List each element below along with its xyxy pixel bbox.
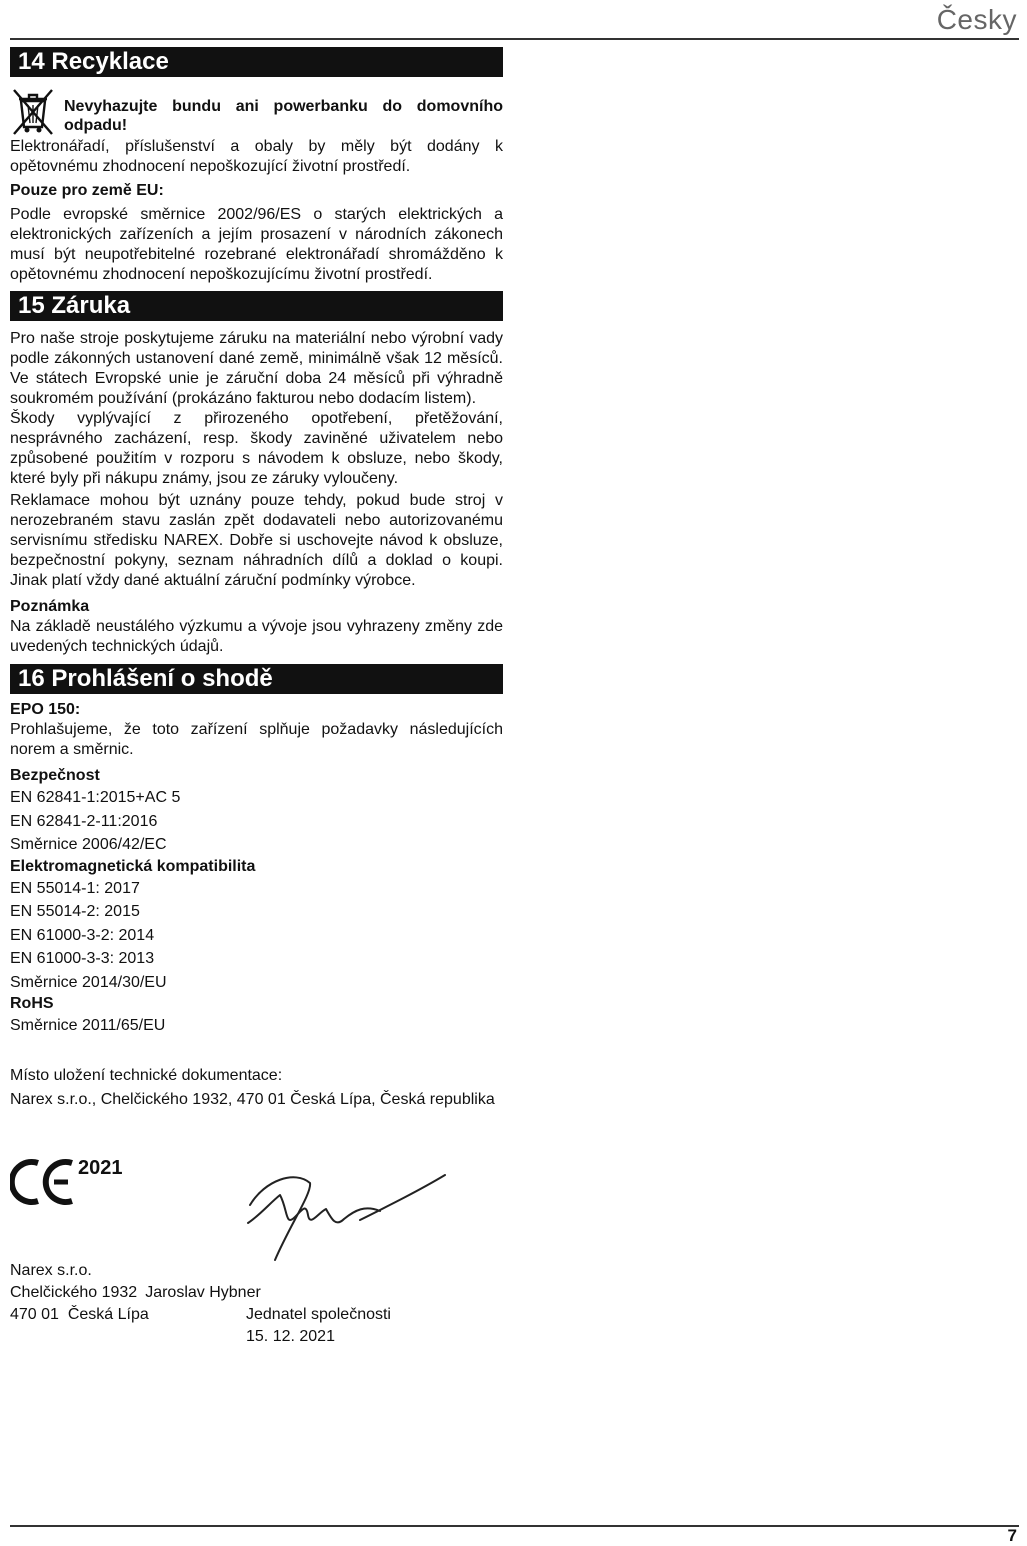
main-column [10,47,503,1110]
bottom-divider [10,1525,1019,1527]
ce-year: 2021 [78,1157,123,1179]
section-title-declaration: 16 Prohlášení o shodě [10,664,503,694]
recycling-warning [10,87,503,137]
doc-location: Narex s.r.o., Chelčického 1932, 470 01 Česká Lípa, Česká republika [10,1090,495,1108]
emc-standard: EN 55014-2: 2015 [10,903,140,920]
emc-standard: EN 61000-3-3: 2013 [10,950,155,967]
ce-mark [10,1155,123,1209]
note-heading: Poznámka [10,598,90,615]
model-heading: EPO 150: [10,701,81,718]
warranty-paragraph-3: Reklamace mohou být uznány pouze tehdy, pokud bude stroj v nerozebraném stavu zaslán zpět dodavateli nebo autorizovanému servisnímu středisku NAREX. Dobře si uschovejte návod k obsluze, bezpečnostní pokyny, seznam náhradních dílů a doklad o koupi. Jinak platí vždy dané aktuální záruční podmínky výrobce. [10,492,503,589]
top-divider [10,38,1019,40]
signatory-block [10,1260,391,1348]
rohs-standard: Směrnice 2011/65/EU [10,1017,166,1034]
emc-standard: Směrnice 2014/30/EU [10,973,167,991]
signatory-company: Narex s.r.o. [10,1262,92,1279]
warranty-paragraph-2: Škody vyplývající z přirozeného opotřebení, přetěžování, nesprávného zacházení, resp. škody zaviněné uživatelem nebo způsobené použitím v rozporu s návodem k obsluze, nebo škody, které byly při nákupu známy, jsou ze záruky vyloučeny. [10,410,503,487]
handwritten-signature [240,1165,450,1275]
safety-heading: Bezpečnost [10,767,100,784]
emc-standard: EN 55014-1: 2017 [10,879,140,897]
emc-heading: Elektromagnetická kompatibilita [10,857,256,875]
crossed-bin-icon [10,87,56,137]
signatory-city: 470 01 Česká Lípa [10,1306,149,1323]
warranty-paragraph-1: Pro naše stroje poskytujeme záruku na materiální nebo výrobní vady podle zákonných ustanovení dané země, minimálně však 12 měsíců. Ve státech Evropské unie je záruční doba 24 měsíců při výhradně soukromém používání (prokázáno fakturou nebo dodacím listem). [10,330,503,407]
declaration-intro: Prohlašujeme, že toto zařízení splňuje požadavky následujících norem a směrnic. [10,721,503,758]
safety-standard: EN 62841-1:2015+AC 5 [10,789,181,806]
signature-date: 15. 12. 2021 [246,1328,335,1345]
signatory-street: Chelčického 1932 [10,1284,138,1301]
eu-text: Podle evropské směrnice 2002/96/ES o starých elektrických a elektronických zařízeních a jejím prosazení v národních zákonech musí být neupotřebitelné rozebrané elektronářadí shromážděno k opětovnému zhodnocení nepoškozujícímu životní prostředí. [10,206,503,283]
language-label: Česky [936,4,1017,35]
doc-location-label: Místo uložení technické dokumentace: [10,1066,283,1084]
emc-standard: EN 61000-3-2: 2014 [10,926,155,944]
safety-standard: EN 62841-2-11:2016 [10,812,158,830]
rohs-heading: RoHS [10,995,54,1012]
signatory-role: Jednatel společnosti [246,1306,391,1323]
eu-heading: Pouze pro země EU: [10,182,164,199]
signatory-name: Jaroslav Hybner [145,1284,261,1301]
section-title-warranty: 15 Záruka [10,291,503,321]
page-number: 7 [1007,1526,1017,1545]
warning-text: Nevyhazujte bundu ani powerbanku do domovního odpadu! [64,98,503,134]
ce-mark-icon [10,1155,76,1209]
safety-standard: Směrnice 2006/42/EC [10,836,167,853]
recycling-text: Elektronářadí, příslušenství a obaly by měly být dodány k opětovnému zhodnocení nepoškozující životní prostředí. [10,138,503,175]
note-text: Na základě neustálého výzkumu a vývoje jsou vyhrazeny změny zde uvedených technických údajů. [10,618,503,655]
section-title-recycling: 14 Recyklace [10,47,503,77]
